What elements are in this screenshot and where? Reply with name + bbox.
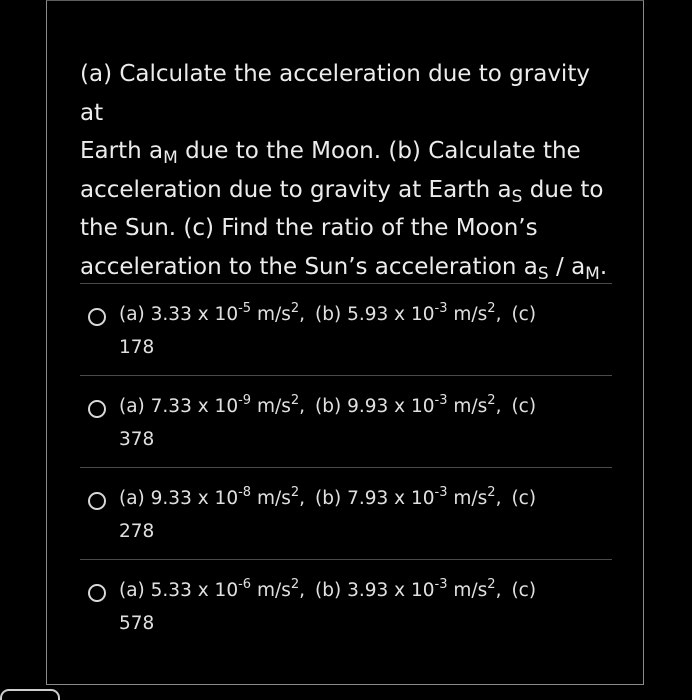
option-text-fragment: M: [585, 263, 600, 284]
option-text-fragment: m/s: [251, 396, 291, 417]
option-text-fragment: 2: [487, 301, 496, 316]
option-text-fragment: acceleration due to gravity at Earth a: [80, 176, 512, 203]
answer-option-label: [119, 482, 589, 548]
answer-option-4[interactable]: [80, 559, 612, 651]
answer-option-label: [119, 574, 589, 640]
option-text-fragment: ,: [299, 304, 306, 325]
option-text-fragment: 2: [487, 393, 496, 408]
answer-option-3[interactable]: [80, 467, 612, 559]
option-text-fragment: m/s: [447, 304, 488, 325]
option-text-fragment: due to the Moon. (b) Calculate the: [177, 138, 581, 164]
option-text-fragment: ,: [495, 488, 502, 509]
option-text-fragment: .: [599, 253, 608, 280]
option-text-fragment: (b) 9.93 x 10: [315, 396, 435, 417]
option-text-fragment: -3: [434, 393, 448, 408]
option-text-fragment: -8: [238, 485, 252, 500]
option-text-fragment: S: [537, 263, 549, 284]
option-text-fragment: (a) 5.33 x 10: [119, 580, 239, 601]
option-text-fragment: M: [163, 148, 178, 168]
option-text-fragment: -5: [238, 301, 252, 316]
option-text-fragment: (b) 5.93 x 10: [315, 304, 435, 325]
option-text-fragment: 178: [119, 337, 155, 358]
option-text-fragment: ,: [299, 488, 306, 509]
option-text-fragment: ,: [495, 304, 502, 325]
option-text-fragment: 2: [487, 577, 496, 592]
option-text-fragment: (c): [511, 580, 537, 601]
option-text-fragment: (a) 7.33 x 10: [119, 396, 239, 417]
option-text-fragment: m/s: [251, 488, 291, 509]
option-text-fragment: ,: [299, 396, 306, 417]
option-text-fragment: (c): [511, 488, 537, 509]
option-text-fragment: m/s: [447, 580, 488, 601]
radio-button-icon[interactable]: [88, 308, 106, 326]
option-text-fragment: 2: [290, 577, 300, 592]
option-text-fragment: Earth a: [80, 138, 164, 164]
option-text-fragment: -3: [434, 577, 448, 592]
answer-options: [80, 283, 612, 651]
option-text-fragment: 378: [119, 429, 155, 450]
answer-option-label: [119, 298, 589, 364]
option-text-fragment: 2: [487, 485, 496, 500]
option-text-fragment: 2: [290, 485, 300, 500]
option-text-fragment: 2: [290, 301, 300, 316]
option-text-fragment: 278: [119, 521, 155, 542]
option-text-fragment: S: [511, 186, 523, 207]
radio-button-icon[interactable]: [88, 584, 106, 602]
option-text-fragment: -3: [434, 301, 448, 316]
option-text-fragment: (a) 9.33 x 10: [119, 488, 239, 509]
question-line-3: [80, 171, 620, 210]
option-text-fragment: m/s: [447, 488, 488, 509]
option-text-fragment: m/s: [251, 580, 291, 601]
question-text: [80, 55, 620, 286]
option-text-fragment: (b) 3.93 x 10: [315, 580, 435, 601]
option-text-fragment: -3: [434, 485, 448, 500]
option-text-fragment: -9: [238, 393, 252, 408]
question-line-2: [80, 132, 620, 171]
option-text-fragment: ,: [299, 580, 306, 601]
radio-button-icon[interactable]: [88, 492, 106, 510]
question-line-5: [80, 248, 620, 287]
option-text-fragment: (a) Calculate the acceleration due to gravity at: [80, 61, 590, 126]
option-text-fragment: due to: [522, 176, 604, 203]
option-text-fragment: m/s: [447, 396, 488, 417]
answer-option-1[interactable]: [80, 283, 612, 375]
option-text-fragment: the Sun. (c) Find the ratio of the Moon’s: [80, 215, 538, 241]
answer-option-2[interactable]: [80, 375, 612, 467]
option-text-fragment: ,: [495, 396, 502, 417]
option-text-fragment: (a) 3.33 x 10: [119, 304, 239, 325]
answer-option-label: [119, 390, 589, 456]
option-text-fragment: 2: [290, 393, 300, 408]
radio-button-icon[interactable]: [88, 400, 106, 418]
question-line-1: [80, 55, 620, 132]
option-text-fragment: / a: [548, 253, 586, 280]
option-text-fragment: 578: [119, 613, 155, 634]
option-text-fragment: -6: [238, 577, 252, 592]
corner-tab[interactable]: [0, 689, 60, 700]
option-text-fragment: (c): [511, 304, 537, 325]
option-text-fragment: m/s: [251, 304, 291, 325]
option-text-fragment: ,: [495, 580, 502, 601]
question-line-4: [80, 209, 620, 248]
option-text-fragment: acceleration to the Sun’s acceleration a: [80, 253, 538, 280]
option-text-fragment: (c): [511, 396, 537, 417]
option-text-fragment: (b) 7.93 x 10: [315, 488, 435, 509]
